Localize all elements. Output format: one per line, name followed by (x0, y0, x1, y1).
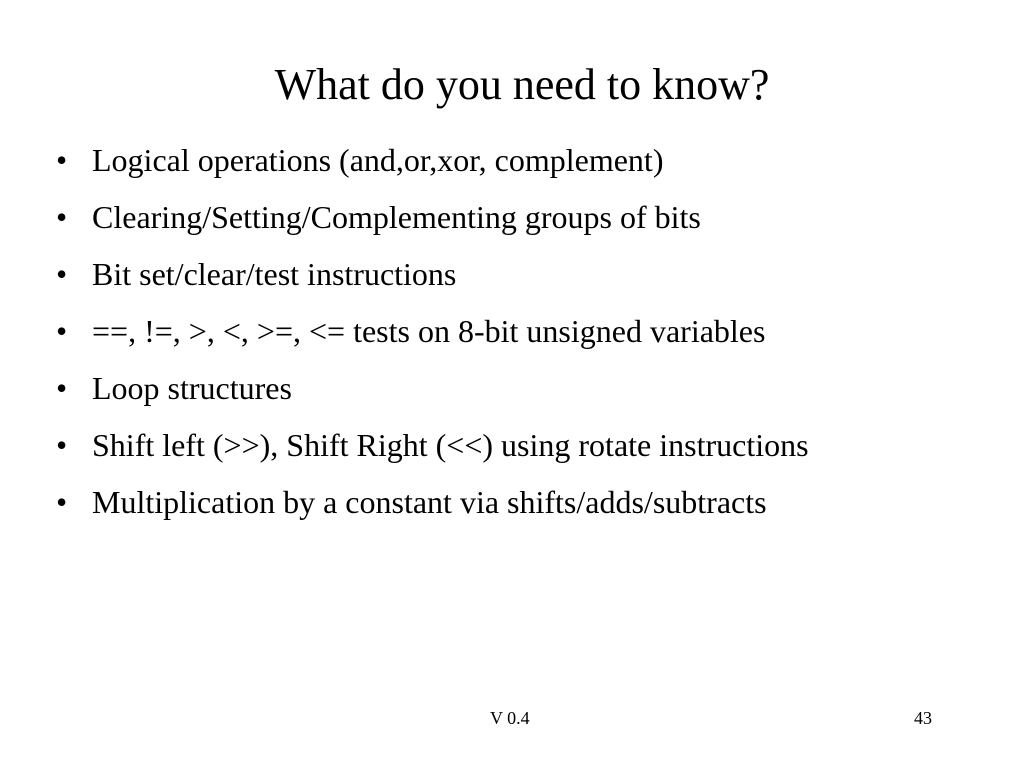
bullet-item (56, 194, 956, 240)
bullet-icon: • (56, 484, 68, 520)
bullet-text: Logical operations (and,or,xor, complement) (92, 142, 664, 178)
bullet-item (56, 251, 956, 297)
bullet-icon: • (56, 370, 68, 406)
bullet-icon: • (56, 427, 68, 463)
bullet-list (56, 137, 956, 536)
page-number: 43 (914, 708, 932, 728)
bullet-icon: • (56, 256, 68, 292)
bullet-text: Loop structures (92, 370, 292, 406)
bullet-item (56, 365, 956, 411)
bullet-text: Bit set/clear/test instructions (92, 256, 457, 292)
bullet-icon: • (56, 142, 68, 178)
bullet-icon: • (56, 313, 68, 349)
bullet-text: Shift left (>>), Shift Right (<<) using rotate instructions (92, 427, 809, 463)
slide-title: What do you need to know? (274, 60, 770, 109)
bullet-item (56, 479, 956, 525)
bullet-text: Clearing/Setting/Complementing groups of bits (92, 199, 701, 235)
bullet-icon: • (56, 199, 68, 235)
bullet-text: ==, !=, >, <, >=, <= tests on 8-bit unsigned variables (92, 313, 766, 349)
footer-version: V 0.4 (490, 708, 530, 728)
bullet-item (56, 422, 956, 468)
bullet-item (56, 137, 956, 183)
bullet-item (56, 308, 956, 354)
bullet-text: Multiplication by a constant via shifts/adds/subtracts (92, 484, 767, 520)
